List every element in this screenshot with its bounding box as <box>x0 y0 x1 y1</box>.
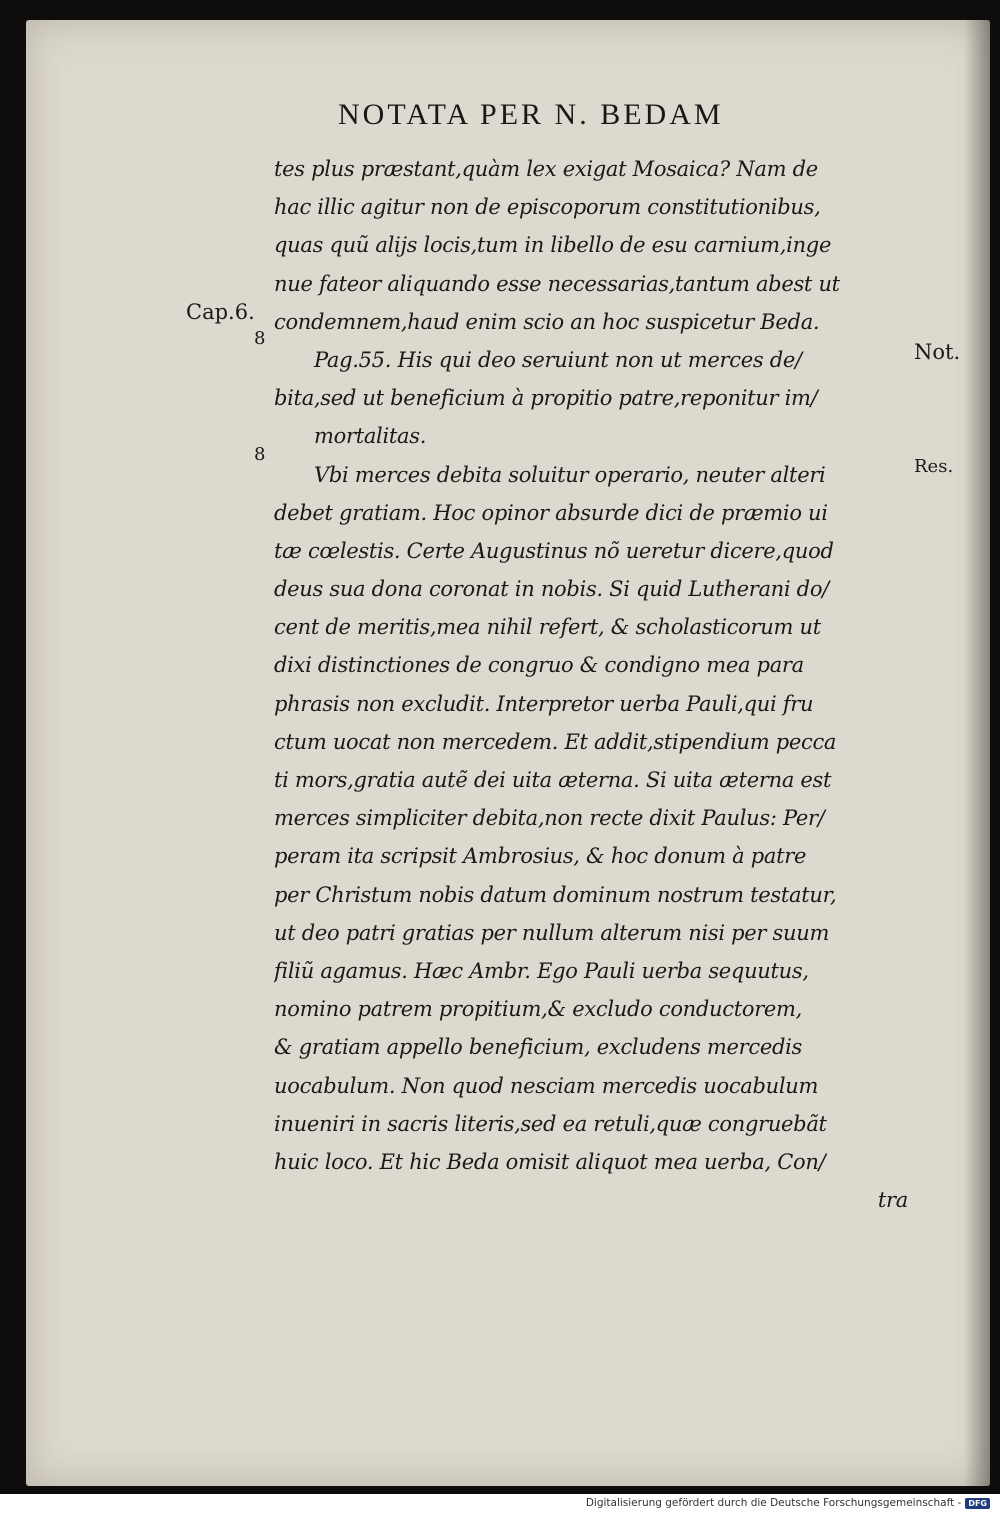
margin-note-not: Not. <box>914 340 961 364</box>
text-line: filiũ agamus. Hæc Ambr. Ego Pauli uerba sequutus, <box>274 958 809 983</box>
text-line: peram ita scripsit Ambrosius, & hoc donum à patre <box>274 844 807 869</box>
text-line: quas quũ alijs locis,tum in libello de esu carnium,inge <box>274 233 832 258</box>
text-line: dixi distinctiones de congruo & condigno mea para <box>274 653 804 678</box>
text-line: tæ cœlestis. Certe Augustinus nõ ueretur dicere,quod <box>274 538 834 563</box>
body-text <box>274 150 914 1219</box>
text-line: huic loco. Et hic Beda omisit aliquot mea uerba, Con/ <box>274 1149 826 1174</box>
text-line: deus sua dona coronat in nobis. Si quid Lutherani do/ <box>274 577 829 602</box>
text-line: Vbi merces debita soluitur operario, neuter alteri <box>314 462 826 487</box>
page-gutter-shadow <box>964 20 990 1486</box>
catchword: tra <box>877 1188 908 1213</box>
text-line: ti mors,gratia autẽ dei uita æterna. Si uita æterna est <box>274 768 832 792</box>
text-line: Pag.55. His qui deo seruiunt non ut merces de/ <box>314 347 802 372</box>
running-head: NOTATA PER N. BEDAM <box>338 98 724 131</box>
margin-note-number-1: 8 <box>254 328 266 349</box>
text-line: & gratiam appello beneficium, excludens mercedis <box>274 1035 803 1060</box>
credit-text: Digitalisierung gefördert durch die Deutsche Forschungsgemeinschaft - <box>585 1497 962 1509</box>
text-line: mortalitas. <box>314 424 427 449</box>
margin-note-number-2: 8 <box>254 444 266 465</box>
margin-note-chapter: Cap.6. <box>186 300 255 324</box>
margin-note-res: Res. <box>914 456 954 477</box>
text-line: debet gratiam. Hoc opinor absurde dici de præmio ui <box>274 500 828 525</box>
digitization-credit <box>586 1497 990 1509</box>
text-line: phrasis non excludit. Interpretor uerba Pauli,qui fru <box>274 691 814 716</box>
text-line: nue fateor aliquando esse necessarias,tantum abest ut <box>274 271 840 296</box>
text-line: uocabulum. Non quod nesciam mercedis uocabulum <box>274 1073 819 1098</box>
text-line: bita,sed ut beneficium à propitio patre,reponitur im/ <box>274 386 818 411</box>
text-line: ut deo patri gratias per nullum alterum nisi per suum <box>274 920 830 945</box>
text-line: ctum uocat non mercedem. Et addit,stipendium pecca <box>274 729 837 754</box>
dfg-logo-icon: DFG <box>965 1498 990 1509</box>
text-line: merces simpliciter debita,non recte dixit Paulus: Per/ <box>274 806 825 831</box>
text-line: per Christum nobis datum dominum nostrum testatur, <box>274 882 837 907</box>
text-line: condemnem,haud enim scio an hoc suspicetur Beda. <box>274 309 820 334</box>
text-line: cent de meritis,mea nihil refert, & scholasticorum ut <box>274 615 821 640</box>
text-line: nomino patrem propitium,& excludo conductorem, <box>274 997 803 1022</box>
text-line: tes plus præstant,quàm lex exigat Mosaica? Nam de <box>274 157 818 181</box>
text-line: hac illic agitur non de episcoporum constitutionibus, <box>274 195 821 220</box>
text-line: inueniri in sacris literis,sed ea retuli,quæ congruebãt <box>274 1111 827 1136</box>
